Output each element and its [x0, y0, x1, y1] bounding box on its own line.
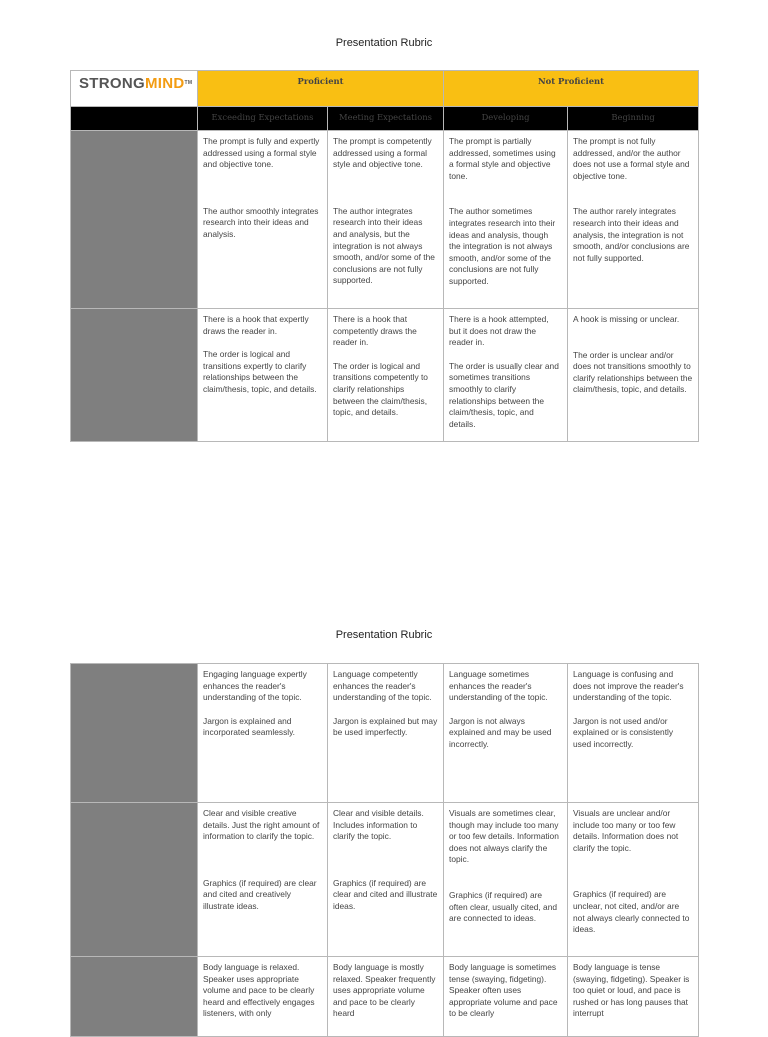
rubric-cell: There is a hook attempted, but it does not draw the reader in. The order is usually clear and sometimes transitions smoothly to clarify relationships between the claim/thesis, topic, and details.	[444, 309, 568, 442]
rubric-cell: A hook is missing or unclear. The order is unclear and/or does not transitions smoothly to clarify relationships between the claim/thesis, topic, and details.	[568, 309, 699, 442]
rubric-cell: The prompt is partially addressed, sometimes using a formal style and objective tone. The author sometimes integrates research into their ideas and analysis, though the integration is not always smooth, and/or some of the conclusions are not fully supported.	[444, 131, 568, 309]
criteria-cell	[71, 664, 198, 803]
header-spacer	[71, 107, 198, 131]
criteria-cell	[71, 309, 198, 442]
rubric-cell: Body language is mostly relaxed. Speaker frequently uses appropriate volume and pace to be clearly heard	[328, 957, 444, 1037]
level-exceeding: Exceeding Expectations	[198, 107, 328, 131]
rubric-cell: Visuals are sometimes clear, though may include too many or too few details. Information does not always clarify the topic. Graphics (if required) are often clear, usually cited, and are connected to ideas.	[444, 803, 568, 957]
criteria-cell	[71, 803, 198, 957]
page-title: Presentation Rubric	[335, 629, 433, 641]
band-not-proficient: Not Proficient	[444, 71, 699, 107]
rubric-cell: Body language is relaxed. Speaker uses appropriate volume and pace to be clearly heard and effectively engages listeners, with only	[198, 957, 328, 1037]
rubric-cell: Language is confusing and does not improve the reader's understanding of the topic. Jargon is not used and/or explained or is consistently used incorrectly.	[568, 664, 699, 803]
rubric-cell: Engaging language expertly enhances the reader's understanding of the topic. Jargon is explained and incorporated seamlessly.	[198, 664, 328, 803]
criteria-cell	[71, 957, 198, 1037]
rubric-cell: Body language is sometimes tense (swaying, fidgeting). Speaker often uses appropriate volume and pace to be clearly	[444, 957, 568, 1037]
rubric-cell: The prompt is not fully addressed, and/or the author does not use a formal style and objective tone. The author rarely integrates research into their ideas and analysis, the integration is not smooth, and/or conclusions are not fully supported.	[568, 131, 699, 309]
level-meeting: Meeting Expectations	[328, 107, 444, 131]
rubric-table	[70, 663, 699, 1037]
page-title: Presentation Rubric	[335, 37, 433, 49]
logo-wordmark: STRONGMIND™	[79, 75, 193, 93]
rubric-cell: Clear and visible details. Includes information to clarify the topic. Graphics (if required) are clear and cited and illustrate ideas.	[328, 803, 444, 957]
rubric-cell: The prompt is competently addressed using a formal style and objective tone. The author integrates research into their ideas and analysis, but the integration is not always smooth, and/or some of the conclusions are not fully supported.	[328, 131, 444, 309]
level-beginning: Beginning	[568, 107, 699, 131]
rubric-cell: Language sometimes enhances the reader's understanding of the topic. Jargon is not always explained and may be used incorrectly.	[444, 664, 568, 803]
band-proficient: Proficient	[198, 71, 444, 107]
rubric-cell: Language competently enhances the reader's understanding of the topic. Jargon is explained but may be used imperfectly.	[328, 664, 444, 803]
criteria-cell	[71, 131, 198, 309]
rubric-cell: There is a hook that expertly draws the reader in. The order is logical and transitions expertly to clarify relationships between the claim/thesis, topic, and details.	[198, 309, 328, 442]
rubric-cell: Body language is tense (swaying, fidgeting). Speaker is too quiet or loud, and pace is rushed or has long pauses that interrupt	[568, 957, 699, 1037]
rubric-cell: Visuals are unclear and/or include too many or too few details. Information does not clarify the topic. Graphics (if required) are unclear, not cited, and/or are not always clearly connected to ideas.	[568, 803, 699, 957]
level-developing: Developing	[444, 107, 568, 131]
rubric-cell: Clear and visible creative details. Just the right amount of information to clarify the topic. Graphics (if required) are clear and cited and creatively illustrate ideas.	[198, 803, 328, 957]
strongmind-logo	[76, 76, 192, 92]
rubric-table	[70, 70, 699, 442]
rubric-cell: The prompt is fully and expertly addressed using a formal style and objective tone. The author smoothly integrates research into their ideas and analysis.	[198, 131, 328, 309]
logo-cell	[71, 71, 198, 107]
rubric-cell: There is a hook that competently draws the reader in. The order is logical and transitions competently to clarify relationships between the claim/thesis, topic, and details.	[328, 309, 444, 442]
